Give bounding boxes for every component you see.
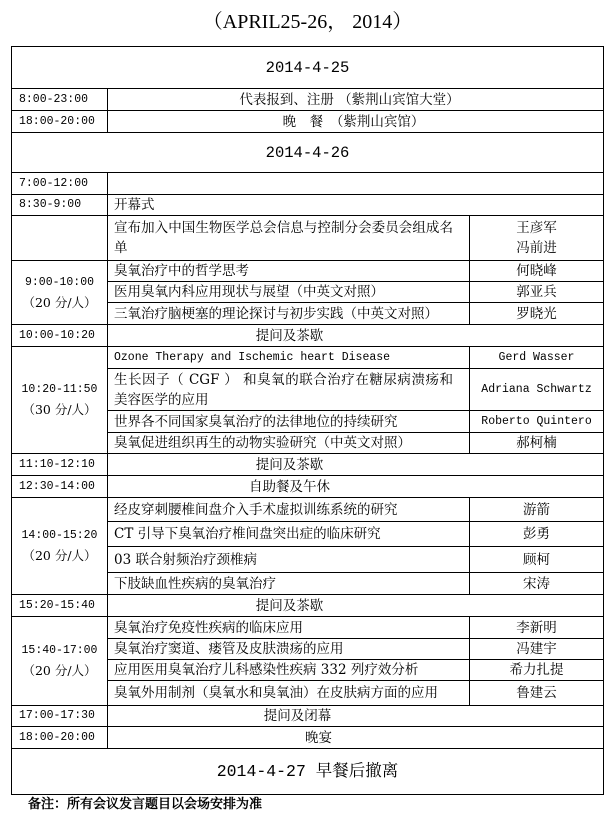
item-cell: 代表报到、注册 （紫荆山宾馆大堂） [108,89,604,111]
talk-title: 臭氧外用制剂（臭氧水和臭氧油）在皮肤病方面的应用 [108,681,470,706]
talk-title: 应用医用臭氧治疗儿科感染性疾病 332 列疗效分析 [108,660,470,681]
item-cell: 晚宴 [108,727,604,749]
speaker-cell: 彭勇 [470,522,604,547]
speaker-cell: 何晓峰 [470,261,604,282]
footnote: 备注：所有会议发言题目以会场安排为准 [28,797,263,812]
item-cell: 开幕式 [108,195,604,216]
session-time-cell [12,347,108,454]
session-time: 15:40-17:00 [21,644,98,657]
talk-row [12,617,604,639]
session-time-cell [12,261,108,325]
schedule-table [11,46,604,795]
time-cell: 7:00-12:00 [12,173,108,195]
announcement-row [12,216,604,261]
time-cell: 8:30-9:00 [12,195,108,216]
talk-title: CT 引导下臭氧治疗椎间盘突出症的临床研究 [108,522,470,547]
talk-row [12,261,604,282]
item-cell: 提问及茶歇 [108,325,604,347]
day3-row [12,749,604,795]
speaker-cell: 郭亚兵 [470,282,604,303]
speaker-cell [470,216,604,261]
speaker-cell: 希力扎提 [470,660,604,681]
time-cell: 17:00-17:30 [12,706,108,727]
morning-row [12,173,604,195]
talk-title: 03 联合射频治疗颈椎病 [108,547,470,573]
speaker-cell: 宋涛 [470,573,604,595]
talk-title: 医用臭氧内科应用现状与展望（中英文对照） [108,282,470,303]
session-time-cell [12,617,108,706]
speaker-cell: Gerd Wasser [470,347,604,369]
empty-cell [108,173,604,195]
item-cell: 提问及茶歇 [108,595,604,617]
talk-title: 生长因子（ CGF ） 和臭氧的联合治疗在糖尿病溃疡和美容医学的应用 [108,369,470,411]
talk-title: 臭氧治疗免疫性疾病的临床应用 [108,617,470,639]
day1-date: 2014-4-25 [12,47,604,89]
speaker-name: 王彦军 [516,220,557,236]
speaker-cell: Adriana Schwartz [470,369,604,411]
time-cell: 12:30-14:00 [12,476,108,498]
item-cell: 自助餐及午休 [108,476,604,498]
time-cell: 8:00-23:00 [12,89,108,111]
session-time: 14:00-15:20 [21,529,98,542]
time-cell: 18:00-20:00 [12,111,108,133]
speaker-cell: 顾柯 [470,547,604,573]
speaker-cell: 郝柯楠 [470,433,604,454]
break-row [12,454,604,476]
talk-title: 臭氧治疗窦道、瘘管及皮肤溃疡的应用 [108,639,470,660]
time-cell: 15:20-15:40 [12,595,108,617]
registration-row [12,89,604,111]
talk-title: 臭氧促进组织再生的动物实验研究（中英文对照） [108,433,470,454]
speaker-cell: 罗晓光 [470,303,604,325]
session-time: 9:00-10:00 [24,275,94,289]
dinner-row [12,111,604,133]
time-cell: 11:10-12:10 [12,454,108,476]
speaker-cell: 游箭 [470,498,604,522]
banquet-row [12,727,604,749]
break-row [12,595,604,617]
empty-time-cell [12,216,108,261]
talk-title: 世界各不同国家臭氧治疗的法律地位的持续研究 [108,411,470,433]
day2-date: 2014-4-26 [12,133,604,173]
speaker-cell: 冯建宇 [470,639,604,660]
talk-row [12,347,604,369]
time-cell: 18:00-20:00 [12,727,108,749]
opening-row [12,195,604,216]
session-duration: （30 分/人） [22,402,97,417]
break-row [12,325,604,347]
item-cell: 提问及闭幕 [108,706,604,727]
talk-title: 三氧治疗脑梗塞的理论探讨与初步实践（中英文对照） [108,303,470,325]
closing-row [12,706,604,727]
session-duration: （20 分/人） [22,663,97,678]
speaker-cell: 李新明 [470,617,604,639]
time-cell: 10:00-10:20 [12,325,108,347]
document-title: （APRIL25-26， 2014） [202,11,413,33]
speaker-cell: 鲁建云 [470,681,604,706]
day1-header-row [12,47,604,89]
speaker-name: 冯前进 [516,240,557,256]
item-cell: 提问及茶歇 [108,454,604,476]
talk-title: Ozone Therapy and Ischemic heart Disease [108,347,470,369]
talk-row [12,498,604,522]
item-cell: 晚 餐 （紫荆山宾馆） [108,111,604,133]
session-time: 10:20-11:50 [21,383,98,396]
talk-title: 臭氧治疗中的哲学思考 [108,261,470,282]
session-duration: （20 分/人） [22,548,97,563]
speaker-cell: Roberto Quintero [470,411,604,433]
day2-header-row [12,133,604,173]
lunch-row [12,476,604,498]
session-duration: （20 分/人） [22,294,97,310]
talk-title: 经皮穿刺腰椎间盘介入手术虚拟训练系统的研究 [108,498,470,522]
day3-departure: 2014-4-27 早餐后撤离 [12,749,604,795]
item-cell: 宣布加入中国生物医学总会信息与控制分会委员会组成名单 [108,216,470,261]
session-time-cell [12,498,108,595]
talk-title: 下肢缺血性疾病的臭氧治疗 [108,573,470,595]
